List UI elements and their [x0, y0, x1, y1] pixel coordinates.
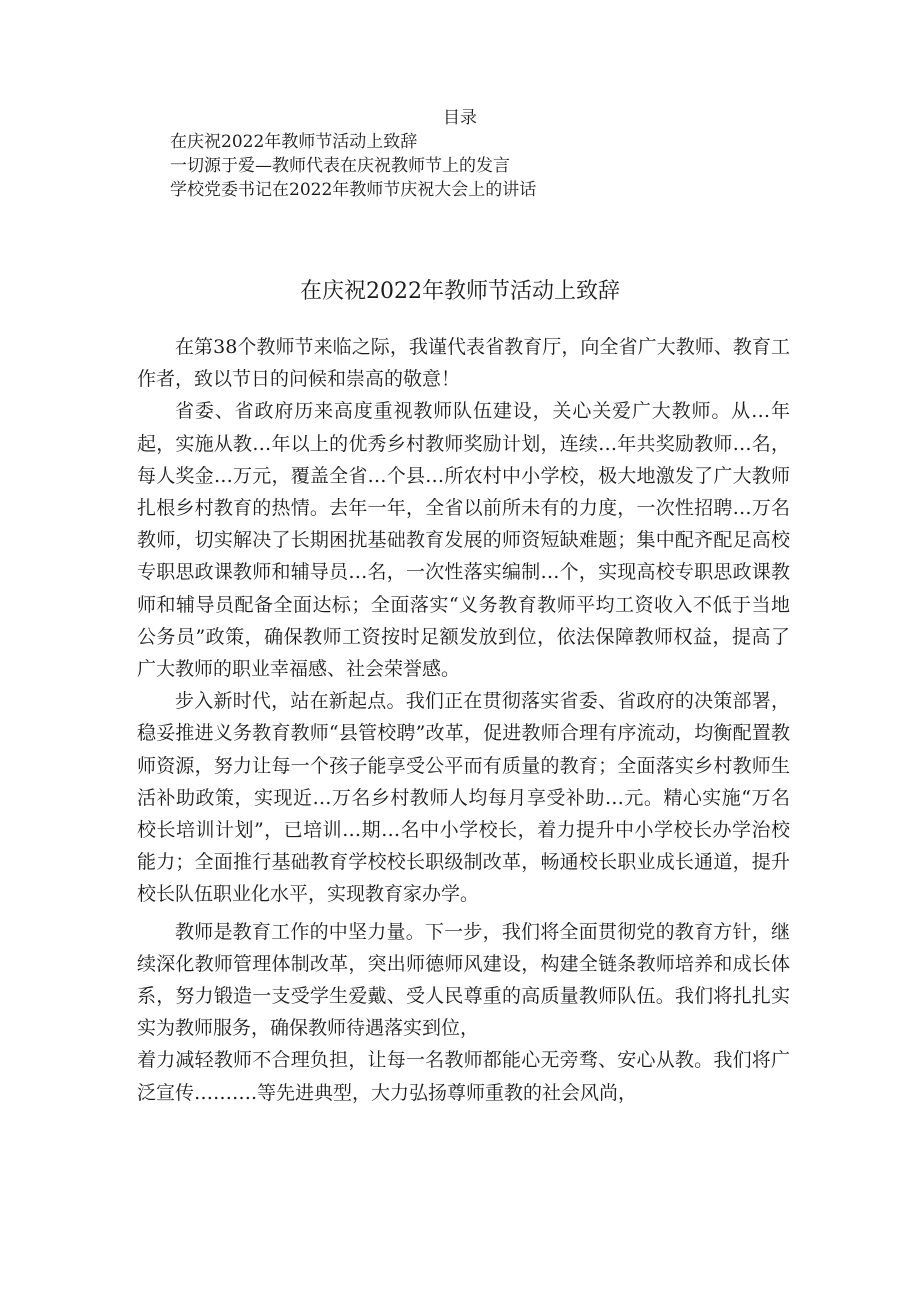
paragraph: 步入新时代，站在新起点。我们正在贯彻落实省委、省政府的决策部署，稳妥推进义务教育教师“县管校聘”改革，促进教师合理有序流动，均衡配置教师资源，努力让每一个孩子能享受公平而有质量的教育；全面落实乡村教师生活补助政策，实现近…万名乡村教师人均每月享受补助…元。精心实施“万名校长培训计划”，已培训…期…名中小学校长，着力提升中小学校长办学治校能力；全面推行基础教育学校校长职级制改革，畅通校长职业成长通道，提升校长队伍职业化水平，实现教育家办学。: [137, 690, 790, 906]
table-of-contents: [170, 130, 536, 202]
paragraph: 省委、省政府历来高度重视教师队伍建设，关心关爱广大教师。从…年起，实施从教…年以上的优秀乡村教师奖励计划，连续…年共奖励教师…名，每人奖金…万元，覆盖全省…个县…所农村中小学校，极大地激发了广大教师扎根乡村教育的热情。去年一年，全省以前所未有的力度，一次性招聘…万名教师，切实解决了长期困扰基础教育发展的师资短缺难题；集中配齐配足高校专职思政课教师和辅导员…名，一次性落实编制…个，实现高校专职思政课教师和辅导员配备全面达标；全面落实“义务教育教师平均工资收入不低于当地公务员”政策，确保教师工资按时足额发放到位，依法保障教师权益，提高了广大教师的职业幸福感、社会荣誉感。: [137, 400, 790, 681]
paragraph: 教师是教育工作的中坚力量。下一步，我们将全面贯彻党的教育方针，继续深化教师管理体制改革，突出师德师风建设，构建全链条教师培养和成长体系，努力锻造一支受学生爱戴、受人民尊重的高质量教师队伍。我们将扎扎实实为教师服务，确保教师待遇落实到位，: [137, 920, 790, 1040]
toc-item[interactable]: 学校党委书记在2022年教师节庆祝大会上的讲话: [170, 180, 537, 200]
document-title: 在庆祝2022年教师节活动上致辞: [300, 279, 620, 304]
paragraph: 在第38个教师节来临之际，我谨代表省教育厅，向全省广大教师、教育工作者，致以节日的问候和崇高的敬意！: [137, 336, 790, 391]
toc-item[interactable]: 在庆祝2022年教师节活动上致辞: [170, 132, 418, 152]
document-body: [137, 331, 790, 1109]
toc-item[interactable]: 一切源于爱—教师代表在庆祝教师节上的发言: [170, 156, 510, 176]
toc-title: 目录: [443, 108, 477, 128]
paragraph: 着力减轻教师不合理负担，让每一名教师都能心无旁骛、安心从教。我们将广泛宣传……….等先进典型，大力弘扬尊师重教的社会风尚，: [137, 1049, 790, 1104]
